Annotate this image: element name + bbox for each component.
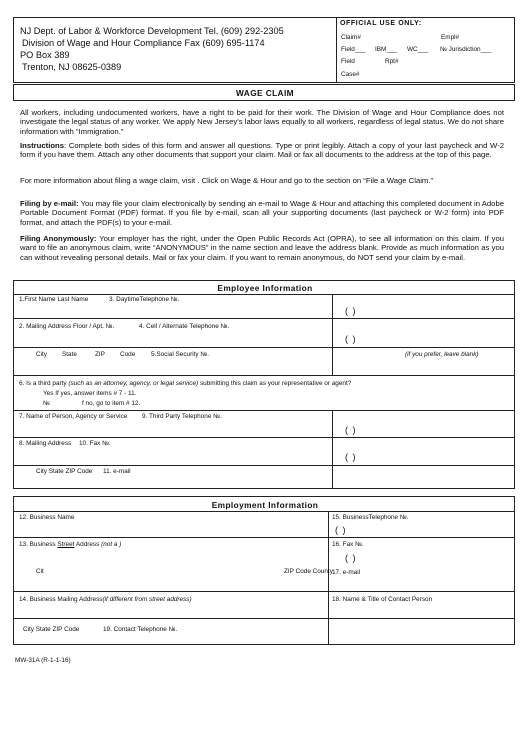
daytime-phone-field[interactable]: ( ): [345, 306, 357, 316]
official-rpt: Rpt#: [385, 58, 399, 65]
cell-phone-label: 4. Cell / Alternate Telephone №.: [139, 323, 230, 330]
employee-divider-4: [13, 410, 515, 411]
third-party-examples: (such as an attorney, agency, or legal service): [68, 380, 199, 387]
instructions-paragraph: [20, 141, 504, 160]
email-filing-paragraph: [20, 199, 504, 227]
third-party-phone-label: 9. Third Party Telephone №.: [142, 413, 222, 420]
zip-label: ZIP: [95, 351, 105, 358]
business-street-label-a: 13. Business: [19, 541, 56, 548]
official-use-title: OFFICIAL USE ONLY:: [340, 20, 422, 27]
header-divider: [336, 17, 337, 83]
instructions-text: : Complete both sides of this form and answer all questions. Type or print legibly. Attach a copy of your last paycheck and W-2 form if you have them. Attach any other documents that support your claim. Mail or fax all documents to the address at the top of this page.: [20, 141, 504, 160]
employee-divider-2: [13, 347, 515, 348]
more-info-paragraph: For more information about filing a wage claim, visit . Click on Wage & Hour and go to the section on “File a Wage Claim.”: [20, 176, 434, 185]
employee-divider-5: [13, 437, 515, 438]
contact-phone-field[interactable]: 19. Contact Telephone №.: [103, 626, 178, 633]
email-filing-text: You may file your claim electronically by sending an e-mail to Wage & Hour and attaching this completed document in Adobe Portable Document Format (PDF) format. If you file by e-mail, scan all your supporting documents (last paycheck or W-2 form) into PDF format, and attach the PDF(s) to your e-mail.: [20, 199, 504, 227]
wage-claim-title: WAGE CLAIM: [236, 88, 294, 98]
official-jurisdiction: № Jurisdiction___: [440, 46, 492, 53]
employment-divider-0: [13, 511, 515, 512]
anonymous-filing-label: Filing Anonymously:: [20, 234, 97, 243]
business-phone-label: 15. BusinessTelephone №.: [332, 514, 409, 521]
employee-divider-0: [13, 294, 515, 295]
business-name-field[interactable]: 12. Business Name: [19, 514, 75, 521]
employment-divider-2: [13, 591, 515, 592]
business-fax-label: 16. Fax №.: [332, 541, 364, 548]
third-party-yes-option[interactable]: Yes If yes, answer items # 7 - 11.: [43, 390, 137, 397]
city-label: City: [36, 351, 48, 358]
anonymous-filing-paragraph: [20, 234, 504, 262]
third-party-phone-field[interactable]: ( ): [345, 425, 357, 435]
agency-line-3: PO Box 389: [20, 50, 70, 60]
official-empl: Empl#: [441, 34, 460, 41]
business-phone-field[interactable]: ( ): [335, 525, 347, 535]
instructions-label: Instructions: [20, 141, 64, 150]
business-street-note: (not a ): [101, 541, 122, 548]
official-wc: WC___: [407, 46, 429, 53]
employment-divider-3: [13, 618, 515, 619]
anonymous-filing-text: Your employer has the right, under the Open Public Records Act (OPRA), to see all information on this claim. If you want to file an anonymous claim, write “ANONYMOUS” in the name section and leave the address blank. Provide as much information as you can without revealing personal details. Mail or fax your claim. If you want to remain anonymous, do NOT send your claim by e-mail.: [20, 234, 504, 262]
mailing-address-field[interactable]: 2. Mailing Address Floor / Apt. №.: [19, 323, 115, 330]
daytime-phone-label: 3. DaytimeTelephone №.: [109, 296, 180, 303]
business-email-field[interactable]: 17. e-mail: [332, 569, 361, 576]
agency-line-1: NJ Dept. of Labor & Workforce Development Tel. (609) 292-2305: [20, 26, 284, 36]
third-party-question-start: 6. Is a third party: [19, 380, 67, 387]
employee-col-divider-b: [332, 410, 333, 489]
agent-email-field[interactable]: 11. e-mail: [103, 468, 131, 475]
business-street-address-field[interactable]: [19, 541, 121, 548]
business-city-state-zip[interactable]: City State ZIP Code: [23, 626, 80, 633]
code-label: Code: [120, 351, 136, 358]
first-last-name-field[interactable]: 1.First Name Last Name: [19, 296, 89, 303]
business-mailing-note: (if different from street address): [102, 596, 192, 603]
business-city-label: Cit: [36, 568, 44, 575]
official-case: Case#: [341, 71, 360, 78]
business-street-label-c: Address: [75, 541, 100, 548]
business-mailing-address-field[interactable]: [19, 596, 192, 603]
third-party-no-mark[interactable]: №: [43, 400, 50, 407]
official-ibm: IBM___: [375, 46, 398, 53]
employment-divider-1: [13, 537, 515, 538]
agency-line-4: Trenton, NJ 08625-0389: [22, 62, 122, 72]
official-field: Field___: [341, 46, 366, 53]
official-claim: Claim#: [341, 34, 361, 41]
intro-rights-paragraph: All workers, including undocumented workers, have a right to be paid for their work. The Division of Wage and Hour Compliance does not investigate the legal status of any worker. We apply New Jersey's labor laws equally to all workers, regardless of legal status. We do not share information with “Immigration.”: [20, 108, 504, 136]
business-fax-field[interactable]: ( ): [345, 553, 357, 563]
employee-col-divider-a: [332, 294, 333, 375]
email-filing-label: Filing by e-mail:: [20, 199, 79, 208]
agent-fax-label: 10. Fax №.: [79, 440, 111, 447]
official-field-2: Field: [341, 58, 355, 65]
employment-section-title: Employment Information: [211, 500, 319, 510]
form-number: MW-31A (R-1-1-16): [15, 657, 71, 664]
employee-divider-6: [13, 465, 515, 466]
business-street-label-b: Street: [57, 541, 75, 548]
employment-section: [13, 496, 515, 645]
third-party-question-end: submitting this claim as your representative or agent?: [199, 380, 352, 387]
agent-city-state-zip[interactable]: City State ZIP Code: [36, 468, 93, 475]
ssn-note: (if you prefer, leave blank): [405, 351, 479, 358]
third-party-no-option[interactable]: f no, go to item # 12.: [82, 400, 141, 407]
agent-name-field[interactable]: 7. Name of Person, Agency or Service: [19, 413, 128, 420]
third-party-question: [19, 380, 351, 387]
employee-section-title: Employee Information: [217, 283, 313, 293]
employee-divider-1: [13, 318, 515, 319]
cell-phone-field[interactable]: ( ): [345, 334, 357, 344]
agent-mailing-address-field[interactable]: 8. Mailing Address: [19, 440, 72, 447]
agent-fax-field[interactable]: ( ): [345, 452, 357, 462]
ssn-field[interactable]: 5.Social Security №.: [151, 351, 210, 358]
agency-line-2: Division of Wage and Hour Compliance Fax (609) 695-1174: [22, 38, 265, 48]
business-mailing-label: 14. Business Mailing Address: [19, 596, 103, 603]
state-label: State: [62, 351, 77, 358]
employment-col-divider: [328, 511, 329, 645]
employee-divider-3: [13, 375, 515, 376]
contact-person-field[interactable]: 18. Name & Title of Contact Person: [332, 596, 433, 603]
business-zip-county-label: ZIP Code County: [284, 568, 333, 575]
